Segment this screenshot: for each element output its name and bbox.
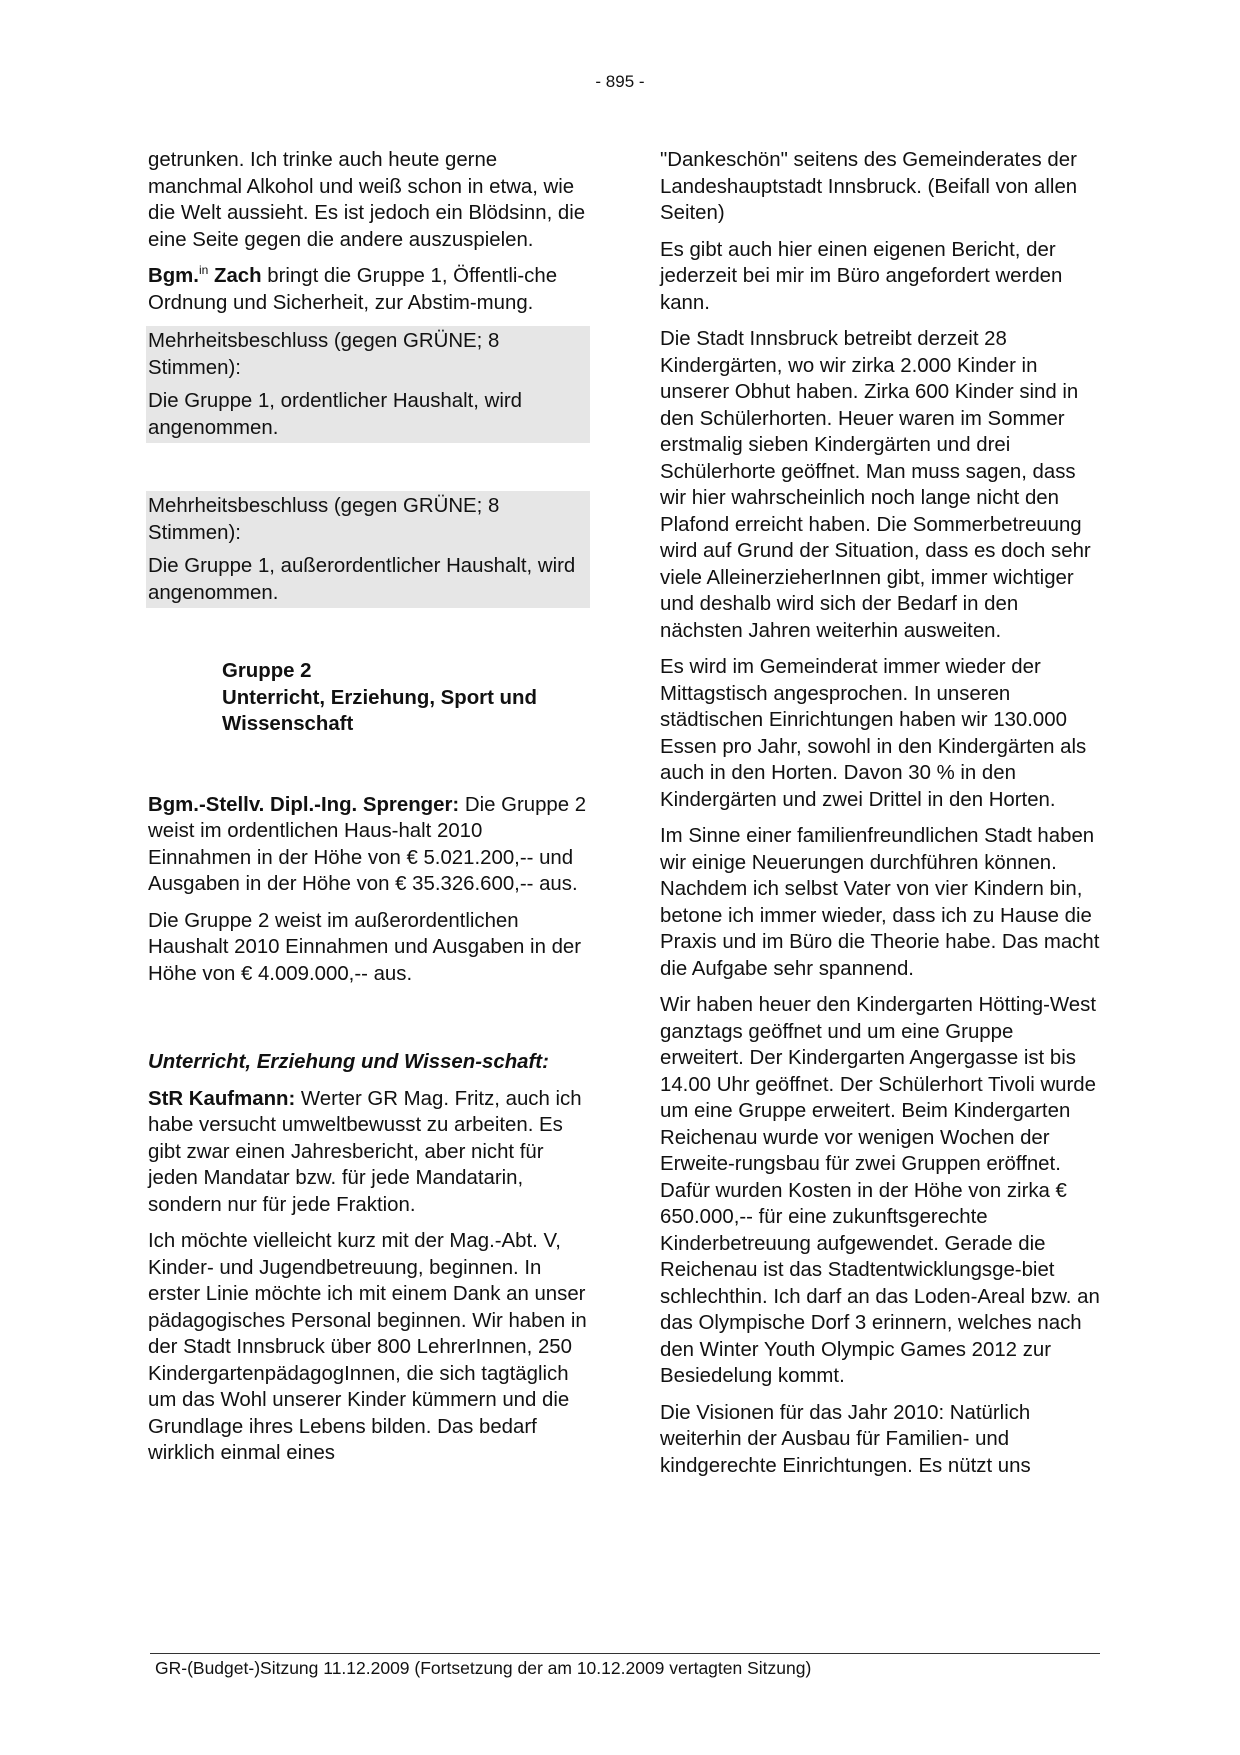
speaker-name: Zach bbox=[208, 265, 262, 287]
paragraph: "Dankeschön" seitens des Gemeinderates der Landeshauptstadt Innsbruck. (Beifall von allen Seiten) bbox=[660, 149, 1078, 224]
resolution-result: Die Gruppe 1, außerordentlicher Haushalt, wird angenommen. bbox=[148, 555, 576, 604]
section-heading bbox=[222, 658, 588, 738]
paragraph: Die Stadt Innsbruck betreibt derzeit 28 Kindergärten, wo wir zirka 2.000 Kinder in unserer Obhut haben. Zirka 600 Kinder sind in den Schülerhorten. Heuer waren im Sommer erstmalig sieben Kindergärten und drei Schülerhorte geöffnet. Man muss sagen, dass wir hier wahrscheinlich noch lange nicht den Plafond erreicht haben. Die Sommerbetreuung wird auf Grund der Situation, dass es doch sehr viele AlleinerzieherInnen gibt, immer wichtiger und deshalb wird sich der Bedarf in den nächsten Jahren weiterhin ausweiten. bbox=[660, 328, 1091, 642]
paragraph-text: bringt die Gruppe 1, Öffentli-che Ordnung und Sicherheit, zur Abstim-mung. bbox=[148, 265, 558, 314]
paragraph-text: Werter GR Mag. Fritz, auch ich habe versucht umweltbewusst zu arbeiten. Es gibt zwar einen Jahresbericht, aber nicht für jeden Mandatar bzw. für jede Mandatarin, sondern nur für jede Fraktion. bbox=[148, 1087, 582, 1216]
section-heading-title: Unterricht, Erziehung, Sport und Wissenschaft bbox=[222, 686, 537, 735]
resolution-box bbox=[146, 491, 590, 608]
paragraph: getrunken. Ich trinke auch heute gerne manchmal Alkohol und weiß schon in etwa, wie die Welt aussieht. Es ist jedoch ein Blödsinn, die eine Seite gegen die andere auszuspielen. bbox=[148, 149, 586, 251]
right-column bbox=[660, 147, 1100, 1489]
paragraph bbox=[148, 263, 588, 316]
subheading: Unterricht, Erziehung und Wissen-schaft: bbox=[148, 1051, 549, 1073]
resolution-box bbox=[146, 326, 590, 443]
paragraph bbox=[148, 1086, 588, 1219]
section-heading-number: Gruppe 2 bbox=[222, 660, 312, 682]
paragraph: Ich möchte vielleicht kurz mit der Mag.-Abt. V, Kinder- und Jugendbetreuung, beginnen. In erster Linie möchte ich mit einem Dank an unser pädagogisches Personal beginnen. Wir haben in der Stadt Innsbruck über 800 LehrerInnen, 250 KindergartenpädagogInnen, die sich tagtäglich um das Wohl unserer Kinder kümmern und die Grundlage ihres Lebens bilden. Das bedarf wirklich einmal eines bbox=[148, 1230, 587, 1464]
speaker-name: Bgm.-Stellv. Dipl.-Ing. Sprenger: bbox=[148, 793, 460, 816]
paragraph: Die Visionen für das Jahr 2010: Natürlich weiterhin der Ausbau für Familien- und kindgerechte Einrichtungen. Es nützt uns bbox=[660, 1401, 1031, 1477]
speaker-title: Bgm. bbox=[148, 265, 199, 287]
speaker-title-superscript: in bbox=[198, 263, 209, 278]
paragraph: Die Gruppe 2 weist im außerordentlichen Haushalt 2010 Einnahmen und Ausgaben in der Höhe von € 4.009.000,-- aus. bbox=[148, 909, 582, 985]
resolution-vote: Mehrheitsbeschluss (gegen GRÜNE; 8 Stimmen): bbox=[148, 330, 500, 379]
page-footer: GR-(Budget-)Sitzung 11.12.2009 (Fortsetzung der am 10.12.2009 vertagten Sitzung) bbox=[155, 1658, 812, 1678]
paragraph: Im Sinne einer familienfreundlichen Stadt haben wir einige Neuerungen durchführen können. Nachdem ich selbst Vater von vier Kindern bin, betone ich immer wieder, dass ich zu Hause die Praxis und im Büro die Theorie habe. Das macht die Aufgabe sehr spannend. bbox=[660, 825, 1100, 980]
paragraph-text: Die Gruppe 2 weist im ordentlichen Haus-halt 2010 Einnahmen in der Höhe von € 5.021.200,-- und Ausgaben in der Höhe von € 35.326.600,-- aus. bbox=[148, 793, 587, 895]
paragraph: Es gibt auch hier einen eigenen Bericht, der jederzeit bei mir im Büro angefordert werden kann. bbox=[660, 238, 1063, 314]
speaker-name: StR Kaufmann: bbox=[148, 1087, 296, 1110]
paragraph: Es wird im Gemeinderat immer wieder der Mittagstisch angesprochen. In unseren städtischen Einrichtungen haben wir 130.000 Essen pro Jahr, sowohl in den Kindergärten als auch in den Horten. Davon 30 % in den Kindergärten und zwei Drittel in den Horten. bbox=[660, 656, 1087, 811]
resolution-vote: Mehrheitsbeschluss (gegen GRÜNE; 8 Stimmen): bbox=[148, 495, 500, 544]
left-column bbox=[148, 147, 588, 1477]
page-number: - 895 - bbox=[595, 72, 645, 91]
resolution-result: Die Gruppe 1, ordentlicher Haushalt, wird angenommen. bbox=[148, 390, 523, 439]
paragraph: Wir haben heuer den Kindergarten Hötting-West ganztags geöffnet und um eine Gruppe erweitert. Der Kindergarten Angergasse ist bis 14.00 Uhr geöffnet. Der Schülerhort Tivoli wurde um eine Gruppe erweitert. Beim Kindergarten Reichenau wurde vor wenigen Wochen der Erweite-rungsbau für zwei Gruppen eröffnet. Dafür wurden Kosten in der Höhe von zirka € 650.000,-- für eine zukunftsgerechte Kinderbetreuung aufgewendet. Gerade die Reichenau ist das Stadtentwicklungsge-biet schlechthin. Ich darf an das Loden-Areal bzw. an das Olympische Dorf 3 erinnern, welches nach den Winter Youth Olympic Games 2012 zur Besiedelung kommt. bbox=[660, 994, 1100, 1387]
footer-divider bbox=[150, 1653, 1100, 1654]
paragraph bbox=[148, 792, 588, 898]
